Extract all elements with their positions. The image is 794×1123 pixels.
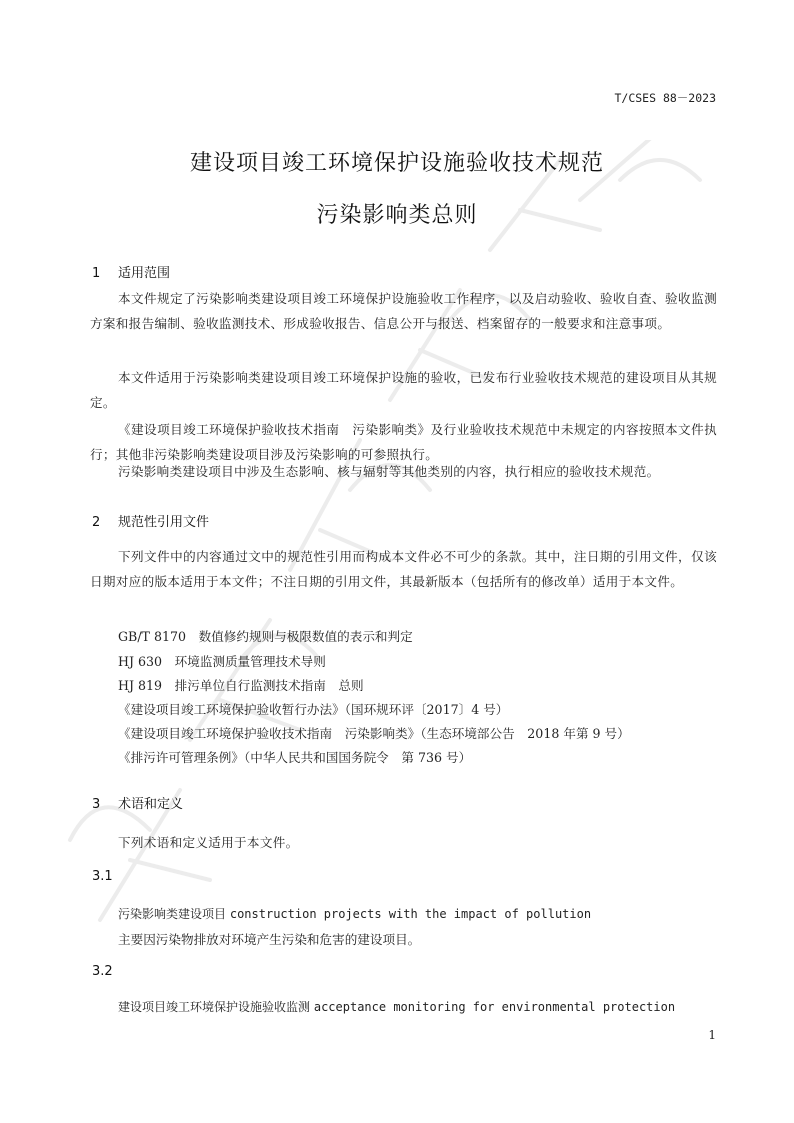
section-heading-1: 1 适用范围: [92, 266, 171, 281]
term-title: 建设项目竣工环境保护设施验收监测 acceptance monitoring for environmental protection: [118, 1000, 676, 1014]
reference-item: 《建设项目竣工环境保护验收技术指南 污染影响类》（生态环境部公告 2018 年第 9 号）: [118, 726, 630, 741]
document-title: 建设项目竣工环境保护设施验收技术规范: [189, 151, 604, 176]
paragraph: 本文件规定了污染影响类建设项目竣工环境保护设施验收工作程序，以及启动验收、验收自查、验收监测方案和报告编制、验收监测技术、形成验收报告、信息公开与报送、档案留存的一般要求和注意事项。: [90, 291, 717, 331]
term-definition: 主要因污染物排放对环境产生污染和危害的建设项目。: [118, 932, 421, 947]
term-number: 3.2: [92, 964, 113, 979]
paragraph: 污染影响类建设项目中涉及生态影响、核与辐射等其他类别的内容，执行相应的验收技术规范。: [118, 464, 660, 479]
page-number: 1: [708, 1028, 716, 1042]
paragraph: 本文件适用于污染影响类建设项目竣工环境保护设施的验收，已发布行业验收技术规范的建设项目从其规定。: [90, 370, 717, 410]
paragraph: 下列文件中的内容通过文中的规范性引用而构成本文件必不可少的条款。其中，注日期的引用文件，仅该日期对应的版本适用于本文件；不注日期的引用文件，其最新版本（包括所有的修改单）适用于本文件。: [90, 549, 717, 589]
section-heading-2: 2 规范性引用文件: [92, 515, 210, 530]
reference-item: HJ 819 排污单位自行监测技术指南 总则: [118, 678, 364, 693]
document-code: T/CSES 88－2023: [614, 91, 716, 105]
term-number: 3.1: [92, 869, 113, 884]
document-subtitle: 污染影响类总则: [316, 203, 478, 228]
reference-item: 《排污许可管理条例》（中华人民共和国国务院令 第 736 号）: [118, 750, 472, 765]
section-heading-3: 3 术语和定义: [92, 797, 184, 812]
reference-item: GB/T 8170 数值修约规则与极限数值的表示和判定: [118, 629, 413, 644]
paragraph: 《建设项目竣工环境保护验收技术指南 污染影响类》及行业验收技术规范中未规定的内容按照本文件执行；其他非污染影响类建设项目涉及污染影响的可参照执行。: [90, 422, 717, 462]
reference-item: 《建设项目竣工环境保护验收暂行办法》（国环规环评〔2017〕4 号）: [118, 702, 509, 717]
term-title: 污染影响类建设项目 construction projects with the impact of pollution: [118, 907, 592, 921]
reference-item: HJ 630 环境监测质量管理技术导则: [118, 654, 326, 669]
paragraph: 下列术语和定义适用于本文件。: [118, 835, 299, 850]
